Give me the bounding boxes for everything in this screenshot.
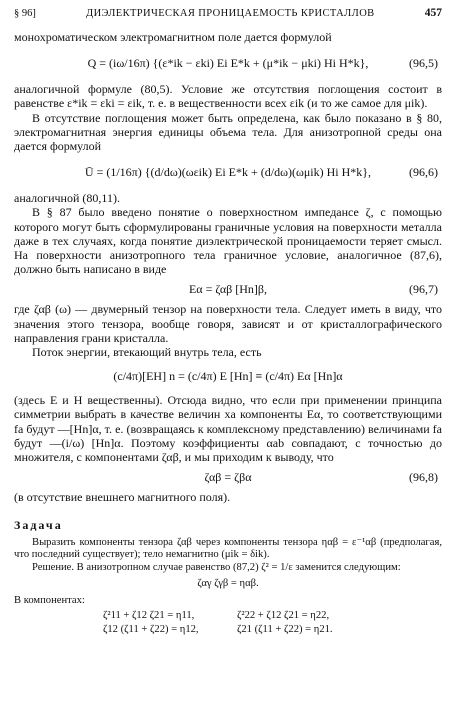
- component-equation: ζ12 (ζ11 + ζ22) = η12,: [103, 624, 199, 636]
- equation-96-5-body: Q = (iω/16π) {(ε*ik − εki) Ei E*k + (μ*ik − μki) Hi H*k},: [87, 56, 369, 71]
- equation-96-5-number: (96,5): [409, 56, 438, 71]
- paragraph-8: (здесь E и H вещественны). Отсюда видно, что если при применении принципа симметрии выбрать в качестве величин xa компоненты Eα, то соответствующими fa будут —[Hn]α, т. е. (возвращаясь к комплексному представлению) величинами fa будут —(i/ω) [Hn]α. Поэтому коэффициенты αab совпадают, с точностью до множителя, с компонентами ζαβ, и мы приходим к выводу, что: [14, 393, 443, 465]
- paragraph-5: В § 87 было введено понятие о поверхностном импедансе ζ, с помощью которого могут быть сформулированы граничные условия на поверхности металла даже в тех случаях, когда понятие диэлектрической проницаемости теряет смысл. На поверхности анизотропного тела граничное условие, аналогичное (87,6), должно быть написано в виде: [14, 205, 442, 277]
- component-equation: ζ21 (ζ11 + ζ22) = η21.: [237, 624, 333, 636]
- page-number: 457: [424, 7, 442, 19]
- paragraph-6: где ζαβ (ω) — двумерный тензор на поверхности тела. Следует иметь в виду, что значения этого тензора, вообще говоря, зависят и от кристаллографического направления грани кристалла.: [14, 302, 442, 345]
- problem-block: [14, 537, 442, 637]
- chapter-title: ДИЭЛЕКТРИЧЕСКАЯ ПРОНИЦАЕМОСТЬ КРИСТАЛЛОВ: [86, 8, 375, 19]
- equation-96-6-number: (96,6): [409, 165, 438, 180]
- components-label: В компонентах:: [14, 595, 85, 607]
- equation-96-7-number: (96,7): [409, 282, 438, 297]
- paragraph-7: Поток энергии, втекающий внутрь тела, есть: [32, 345, 262, 360]
- equation-96-8: [14, 468, 442, 486]
- paragraph-1: монохроматическом электромагнитном поле дается формулой: [14, 30, 332, 44]
- equation-96-8-number: (96,8): [409, 470, 438, 485]
- equation-96-6-body: Ū = (1/16π) {(d/dω)(ωεik) Ei E*k + (d/dω)(ωμik) Hi H*k},: [84, 165, 372, 180]
- equation-energy-flux: [14, 363, 442, 389]
- running-header: [14, 6, 442, 22]
- solution-equation: ζαγ ζγβ = ηαβ.: [197, 578, 259, 590]
- component-equation: ζ²11 + ζ12 ζ21 = η11,: [103, 609, 195, 621]
- components-grid: [103, 610, 353, 637]
- section-ref: § 96]: [14, 8, 36, 19]
- paragraph-3: В отсутствие поглощения может быть определена, как было показано в § 80, электромагнитная энергия единицы объема тела. Для анизотропной среды она дается формулой: [14, 110, 442, 154]
- problem-solution: Решение. В анизотропном случае равенство (87,2) ζ² = 1/ε заменится следующим:: [32, 561, 401, 573]
- equation-96-5: [14, 48, 442, 78]
- paragraph-2: аналогичной формуле (80,5). Условие же отсутствия поглощения состоит в равенстве ε*ik = εki = εik, т. е. в вещественности всех εik (и то же самое для μik).: [14, 82, 442, 111]
- component-equation: ζ²22 + ζ12 ζ21 = η22,: [237, 609, 330, 621]
- equation-96-8-body: ζαβ = ζβα: [204, 470, 252, 485]
- equation-96-7: [14, 280, 442, 298]
- problem-statement: Выразить компоненты тензора ζαβ через компоненты тензора ηαβ = ε⁻¹αβ (предполагая, что последний существует); тело немагнитно (μik = δik).: [14, 536, 442, 561]
- problem-heading: Задача: [14, 518, 63, 533]
- paragraph-4: аналогичной (80,11).: [14, 191, 120, 206]
- paragraph-9: (в отсутствие внешнего магнитного поля).: [14, 490, 231, 505]
- equation-96-7-body: Eα = ζαβ [Hn]β,: [188, 282, 268, 297]
- equation-96-6: [14, 157, 442, 187]
- equation-energy-flux-body: (c/4π)[EH] n = (c/4π) E [Hn] ≡ (c/4π) Eα [Hn]α: [113, 369, 343, 384]
